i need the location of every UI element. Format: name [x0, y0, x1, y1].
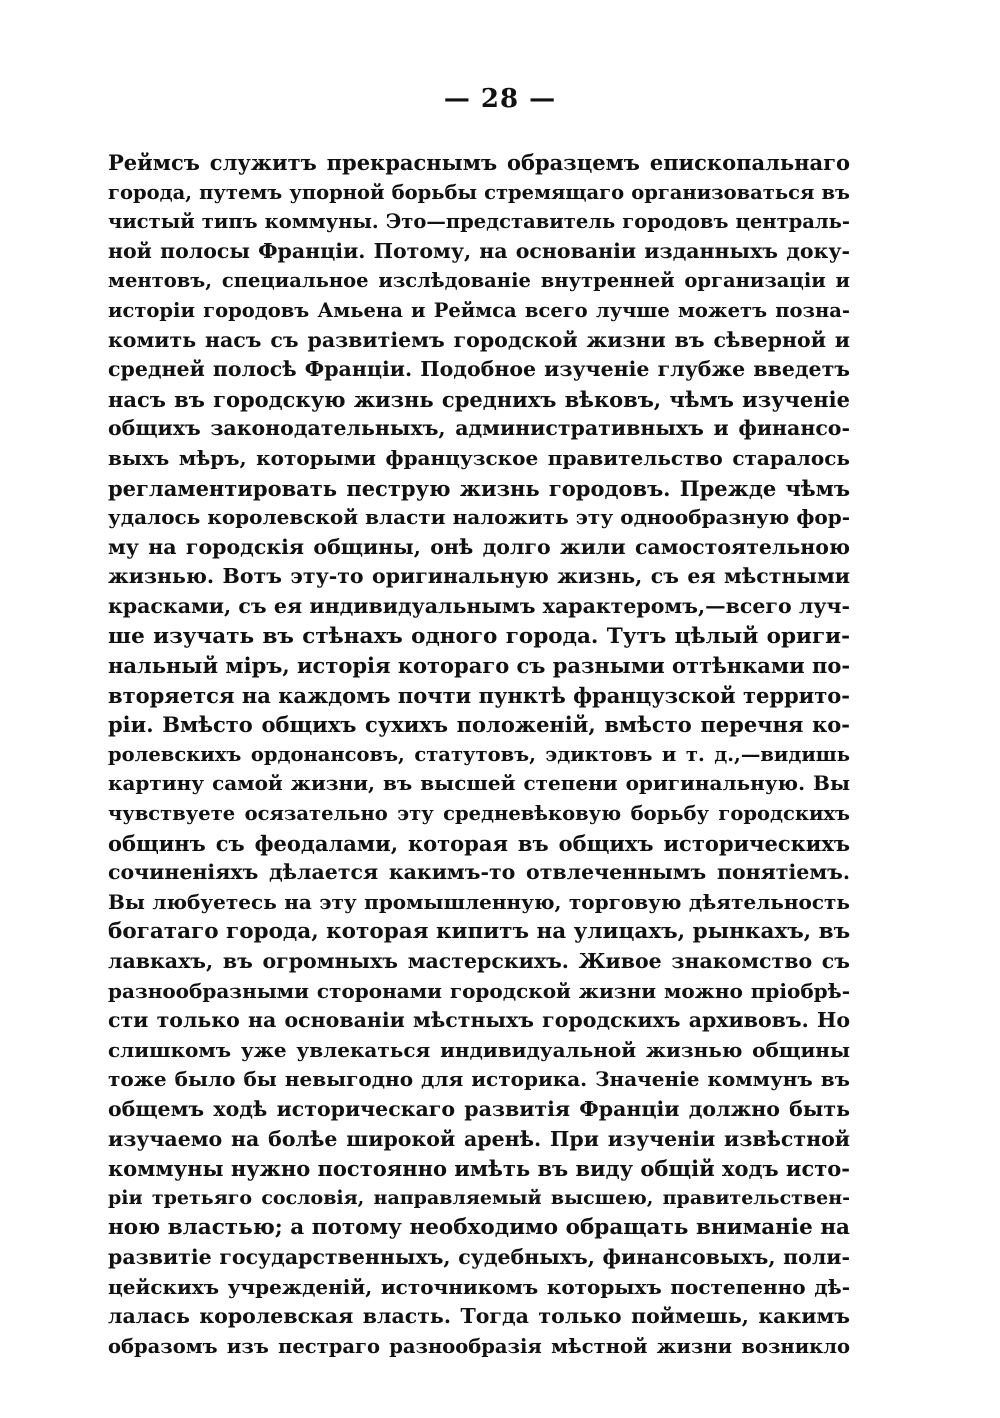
text-line: сти только на основаніи мѣстныхъ городскихъ архивовъ. Но	[108, 1008, 850, 1033]
text-line: развитіе государственныхъ, судебныхъ, финансовыхъ, поли-	[108, 1244, 850, 1269]
text-line: му на городскія общины, онѣ долго жили самостоятельною	[108, 534, 850, 559]
text-line: удалось королевской власти наложить эту однообразную фор-	[108, 505, 850, 530]
text-line: чувствуете осязательно эту средневѣковую борьбу городскихъ	[108, 802, 850, 826]
text-line: ментовъ, специальное изслѣдованіе внутренней организаціи и	[108, 269, 850, 293]
page-number: — 28 —	[443, 84, 557, 114]
text-line: Вы любуетесь на эту промышленную, торговую дѣятельность	[108, 889, 850, 914]
text-line: вторяется на каждомъ почти пунктѣ французской террито-	[108, 682, 850, 708]
text-line: общинъ съ феодалами, которая въ общихъ историческихъ	[108, 830, 850, 856]
text-line: ною властью; а потому необходимо обращать вниманіе на	[108, 1215, 850, 1241]
text-line: комить насъ съ развитіемъ городской жизни въ сѣверной и	[108, 327, 850, 352]
text-line: выхъ мѣръ, которыми французское правительство старалось	[108, 445, 850, 470]
text-line: сочиненіяхъ дѣлается какимъ-то отвлеченнымъ понятіемъ.	[108, 860, 850, 885]
text-line: картину самой жизни, въ высшей степени оригинальную. Вы	[108, 771, 850, 796]
text-line: разнообразными сторонами городской жизни можно пріобрѣ-	[108, 978, 850, 1003]
text-line: чистый типъ коммуны. Это—представитель городовъ централь-	[108, 210, 850, 234]
text-line: жизнью. Вотъ эту-то оригинальную жизнь, съ ея мѣстными	[108, 564, 850, 589]
text-line: ріи третьяго сословія, направляемый высшею, правительствен-	[108, 1186, 850, 1209]
text-line: средней полосѣ Франціи. Подобное изученіе глубже введетъ	[108, 357, 850, 382]
text-line: ріи. Вмѣсто общихъ сухихъ положеній, вмѣсто перечня ко-	[108, 712, 850, 738]
text-line: регламентировать пеструю жизнь городовъ. Прежде чѣмъ	[108, 475, 850, 501]
text-line: лавкахъ, въ огромныхъ мастерскихъ. Живое знакомство съ	[108, 949, 850, 974]
text-line: ролевскихъ ордонансовъ, статутовъ, эдиктовъ и т. д.,—видишь	[108, 742, 850, 766]
text-line: красками, съ ея индивидуальнымъ характеромъ,—всего луч-	[108, 593, 850, 618]
text-line: Реймсъ служитъ прекраснымъ образцемъ епископальнаго	[108, 150, 850, 175]
text-line: изучаемо на болѣе широкой аренѣ. При изученіи извѣстной	[108, 1126, 850, 1151]
text-line: лалась королевская власть. Тогда только поймешь, какимъ	[108, 1304, 850, 1329]
text-line: общемъ ходѣ историческаго развитія Франціи должно быть	[108, 1097, 850, 1121]
text-line: образомъ изъ пестраго разнообразія мѣстной жизни возникло	[108, 1334, 850, 1358]
text-line: исторіи городовъ Амьена и Реймса всего лучше можетъ позна-	[108, 298, 850, 322]
text-line: слишкомъ уже увлекаться индивидуальной жизнью общины	[108, 1037, 850, 1062]
text-line: богатаго города, которая кипитъ на улицахъ, рынкахъ, въ	[108, 919, 850, 945]
text-line: ше изучать въ стѣнахъ одного города. Тутъ цѣлый ориги-	[108, 623, 850, 649]
text-line: ной полосы Франціи. Потому, на основаніи изданныхъ доку-	[108, 238, 850, 263]
text-line: общихъ законодательныхъ, административныхъ и финансо-	[108, 416, 850, 441]
text-line: нальный міръ, исторія котораго съ разными оттѣнками по-	[108, 653, 850, 679]
text-line: коммуны нужно постоянно имѣть въ виду общій ходъ исто-	[108, 1156, 850, 1182]
text-line: города, путемъ упорной борьбы стремящаго организоваться въ	[108, 180, 850, 204]
body-text	[108, 148, 850, 1361]
text-line: насъ въ городскую жизнь среднихъ вѣковъ, чѣмъ изученіе	[108, 386, 850, 412]
text-line: цейскихъ учрежденій, источникомъ которыхъ постепенно дѣ-	[108, 1274, 850, 1299]
text-line: тоже было бы невыгодно для историка. Значеніе коммунъ въ	[108, 1067, 850, 1092]
